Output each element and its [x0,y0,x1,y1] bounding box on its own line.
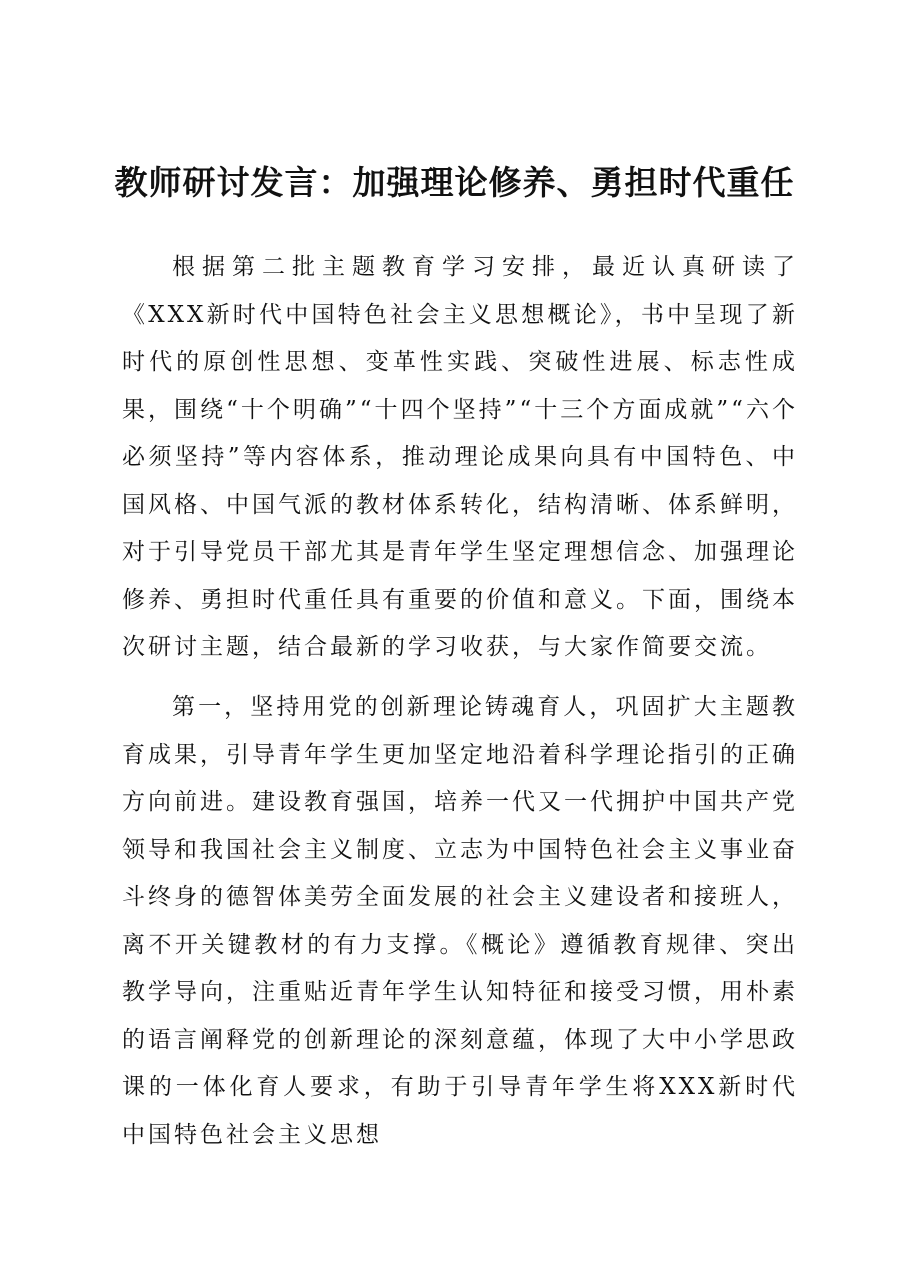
paragraph-intro: 根据第二批主题教育学习安排，最近认真研读了《XXX新时代中国特色社会主义思想概论》，书中呈现了新时代的原创性思想、变革性实践、突破性进展、标志性成果，围绕“十个明确”“十四个坚持”“十三个方面成就”“六个必须坚持”等内容体系，推动理论成果向具有中国特色、中国风格、中国气派的教材体系转化，结构清晰、体系鲜明，对于引导党员干部尤其是青年学生坚定理想信念、加强理论修养、勇担时代重任具有重要的价值和意义。下面，围绕本次研讨主题，结合最新的学习收获，与大家作简要交流。 [122,254,798,660]
document-title: 教师研讨发言：加强理论修养、勇担时代重任 [114,163,795,202]
paragraph-first-point: 第一，坚持用党的创新理论铸魂育人，巩固扩大主题教育成果，引导青年学生更加坚定地沿着科学理论指引的正确方向前进。建设教育强国，培养一代又一代拥护中国共产党领导和我国社会主义制度、立志为中国特色社会主义事业奋斗终身的德智体美劳全面发展的社会主义建设者和接班人，离不开关键教材的有力支撑。《概论》遵循教育规律、突出教学导向，注重贴近青年学生认知特征和接受习惯，用朴素的语言阐释党的创新理论的深刻意蕴，体现了大中小学思政课的一体化育人要求，有助于引导青年学生将XXX新时代中国特色社会主义思想 [122,694,798,1148]
